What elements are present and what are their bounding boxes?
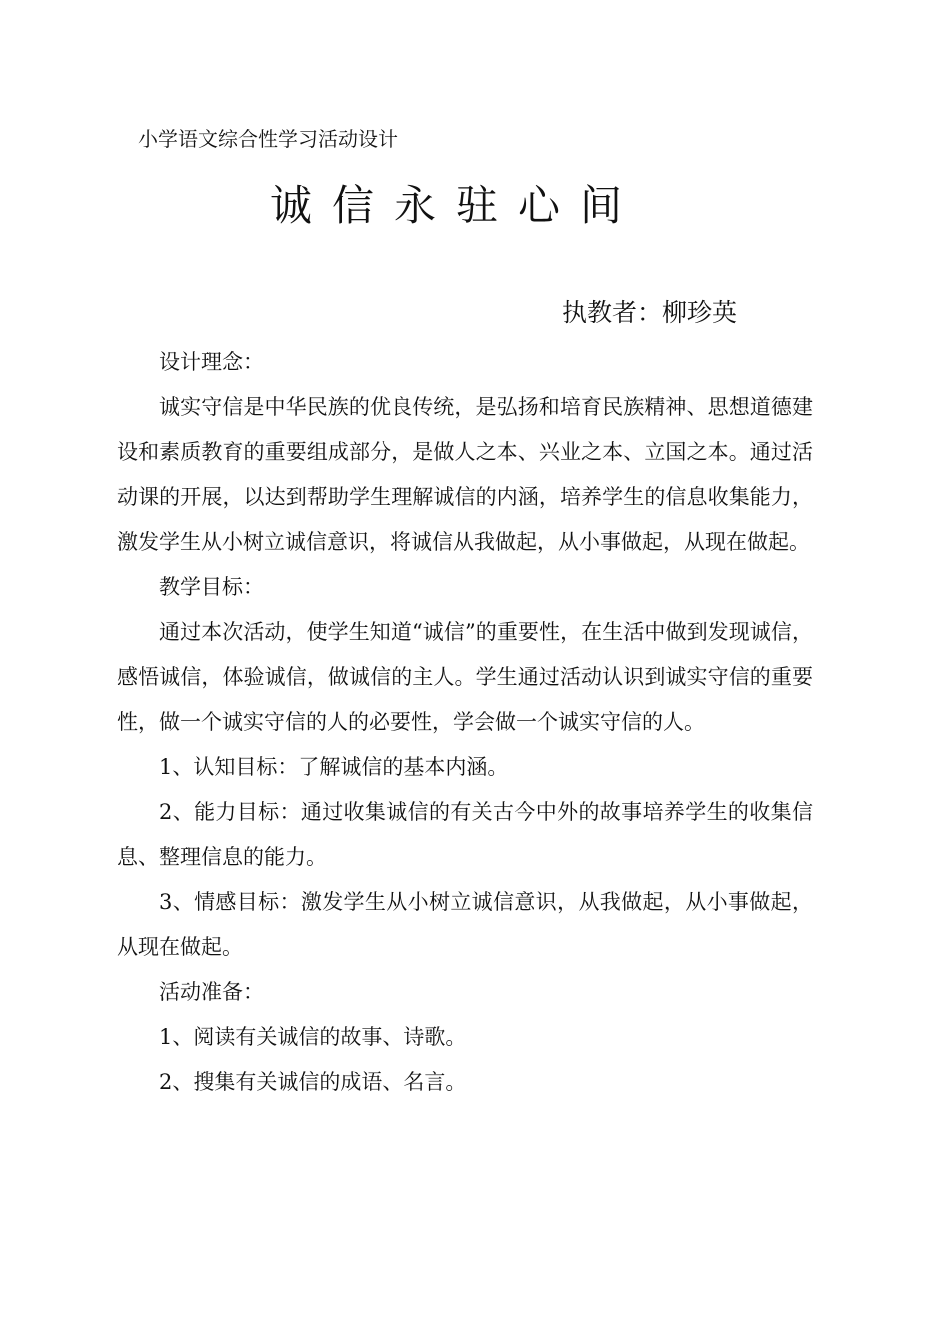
preparation-item-1: 1、阅读有关诚信的故事、诗歌。 [159, 1025, 467, 1049]
goal-item-cognitive: 1、认知目标：了解诚信的基本内涵。 [159, 755, 509, 779]
section-heading-preparation: 活动准备： [159, 980, 264, 1004]
goal-item-ability: 2、能力目标：通过收集诚信的有关古今中外的故事培养学生的收集信息、整理信息的能力。 [117, 800, 813, 869]
document-body [117, 340, 813, 1105]
paragraph-concept: 诚实守信是中华民族的优良传统，是弘扬和培育民族精神、思想道德建设和素质教育的重要组成部分，是做人之本、兴业之本、立国之本。通过活动课的开展，以达到帮助学生理解诚信的内涵，培养学生的信息收集能力，激发学生从小树立诚信意识，将诚信从我做起，从小事做起，从现在做起。 [117, 395, 813, 554]
paragraph-goals: 通过本次活动，使学生知道“诚信”的重要性，在生活中做到发现诚信，感悟诚信，体验诚信，做诚信的主人。学生通过活动认识到诚实守信的重要性，做一个诚实守信的人的必要性，学会做一个诚实守信的人。 [117, 620, 813, 734]
document-author: 执教者：柳珍英 [562, 298, 738, 327]
preparation-item-2: 2、搜集有关诚信的成语、名言。 [159, 1070, 467, 1094]
section-heading-goals: 教学目标： [159, 575, 264, 599]
goal-item-emotional: 3、情感目标：激发学生从小树立诚信意识，从我做起，从小事做起，从现在做起。 [117, 890, 813, 959]
document-title: 诚信永驻心间 [270, 181, 643, 230]
document-subtitle: 小学语文综合性学习活动设计 [138, 127, 398, 151]
section-heading-concept: 设计理念： [159, 350, 264, 374]
